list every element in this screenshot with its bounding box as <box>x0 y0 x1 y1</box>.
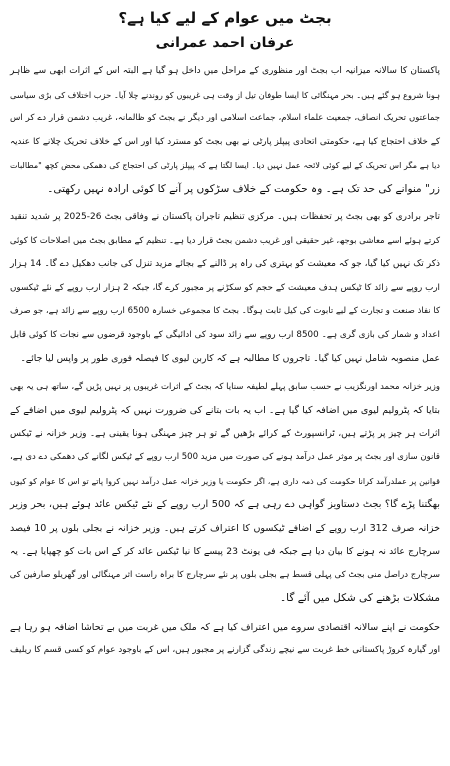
text-line: بتایا کہ پٹرولیم لیوی میں اضافہ کیا گیا ہے۔ اب یہ بات بتانے کی ضرورت نہیں کہ پٹرولیم لیوی میں اضافے کے <box>10 405 440 416</box>
text-line: ذکر تک نہیں کیا گیا، جو کہ معیشت کو بہتری کی راہ پر ڈالنے کے بجائے مزید تنزل کی جانب دھکیل دے گا۔ 14 ہزار <box>10 259 440 269</box>
text-line: ہونا شروع ہو گئے ہیں۔ بحر مہنگائی کا ایسا طوفان تیل از وقت ہی غریبوں کو روندنے چلا آیا۔ حزب اختلاف کی بڑی سیاسی <box>10 89 440 100</box>
text-line: دیا ہے مگر اس تحریک کے لیے کوئی لائحہ عمل نہیں دیا۔ ایسا لگتا ہے کہ پیپلز پارٹی کی احتجاج کی دھمکی محض کچھ "مطالبات <box>10 161 440 170</box>
text-line: زر" منوانے کی حد تک ہے۔ وہ حکومت کے خلاف سڑکوں پر آنے کا کوئی ارادہ نہیں رکھتی۔ <box>47 182 440 195</box>
text-line: بھگتنا پڑے گا؟ بجٹ دستاویز گواہی دے رہی ہے کہ 500 ارب روپے کے نئے ٹیکس عائد ہوئے ہیں، بحر وزیر <box>10 499 440 510</box>
paragraph-3 <box>10 376 440 611</box>
text-line: سرچارج عائد نہ ہونے کا بیان دیا ہے جبکہ فی یونٹ 23 پیسے کا نیا ٹیکس عائد کر کے اس بات کو چھپایا ہے۔ یہ <box>10 546 441 557</box>
text-line: اعداد و شمار کی بازی گری ہے۔ 8500 ارب روپے سے زائد سود کی ادائیگی کے باوجود قرضوں سے نجات کا کوئی قابل <box>10 329 440 340</box>
text-line: مشکلات بڑھنے کی شکل میں آئے گا۔ <box>280 592 440 604</box>
text-line: کے خلاف احتجاج کیا ہے، حکومتی اتحادی پیپلز پارٹی نے بھی بجٹ کو مسترد کیا اور اس کے خلاف تحریک چلانے کا عندیہ <box>10 136 440 147</box>
paragraph-1 <box>10 60 440 201</box>
text-line: اور گیارہ کروڑ پاکستانی خط غربت سے نیچے زندگی گزارنے پر مجبور ہیں، اس کے باوجود عوام کو کسی قسم کا ریلیف <box>10 645 440 655</box>
text-line: کا نفاذ صنعت و تجارت کے لیے تابوت کی کیل ثابت ہوگا۔ بجٹ کا مجموعی خسارہ 6500 ارب روپے سے زائد ہے، جو صرف <box>10 306 441 316</box>
paragraph-2 <box>10 206 440 371</box>
text-line: وزیر خزانہ محمد اورنگزیب نے حسب سابق پہلے لطیفہ سنایا کہ بجٹ کے اثرات غریبوں پر نہیں پڑیں گے، ساتھ ہی یہ بھی <box>10 381 440 392</box>
text-line: ارب روپے سے زائد کا ٹیکس ہدف معیشت کے حجم کو سکڑنے پر مجبور کرے گا، جبکہ 2 ہزار ارب روپے کے نئے ٹیکسوں <box>10 282 440 293</box>
article-title: بجٹ میں عوام کے لیے کیا ہے؟ <box>118 9 332 27</box>
author-name: عرفان احمد عمرانی <box>155 35 295 51</box>
text-line: کرتے ہوئے اسے معاشی بوجھ، غیر حقیقی اور غریب دشمن بجٹ قرار دیا ہے۔ تنظیم کے مطابق بجٹ میں اصلاحات کا کوئی <box>9 235 440 246</box>
text-line: عمل منصوبہ شامل نہیں کیا گیا۔ تاجروں کا مطالبہ ہے کہ کاربن لیوی کا فیصلہ فوری طور پر واپس لیا جائے۔ <box>20 353 440 364</box>
text-line: خزانہ صرف 312 ارب روپے کے اضافے ٹیکسوں کا اعتراف کرتے ہیں۔ وزیر خزانہ نے بجلی بلوں پر 10 فیصد <box>10 522 440 534</box>
text-line: تاجر برادری کو بھی بجٹ پر تحفظات ہیں۔ مرکزی تنظیم تاجران پاکستان نے وفاقی بجٹ 26-2025 پر شدید تنقید <box>10 212 440 222</box>
text-line: جماعتوں تحریک انصاف، جمعیت علماء اسلام، جماعت اسلامی اور دیگر نے بجٹ کو ظالمانہ، غریب دشمن قرار دے کر اس <box>10 113 440 123</box>
text-line: اثرات ہر چیز پر پڑتے ہیں، ٹرانسپورٹ کے کرائے بڑھیں گے تو ہر چیز مہنگی ہونا یقینی ہے۔ وزیر خزانہ نے ٹیکس <box>10 428 440 439</box>
paragraph-4 <box>10 616 440 663</box>
text-line: قوانین پر عملدرآمد کرانا حکومت کی ذمہ داری ہے، اگر حکومت یا وزیر خزانہ عمل درآمد نہیں کروا پاتے تو اس کا عوام کو کیوں <box>10 476 440 486</box>
text-line: قانون سازی اور بجٹ پر موثر عمل درآمد ہونے کی صورت میں مزید 500 ارب روپے کے ٹیکس لگانے کی دھمکی دے دی ہے، <box>10 452 440 462</box>
text-line: پاکستان کا سالانہ میزانیہ اب بجٹ اور منظوری کے مراحل میں داخل ہو گیا ہے البتہ اس کے اثرات ابھی سے ظاہر <box>10 66 440 76</box>
text-line: سرچارج دراصل منی بجٹ کی پہلی قسط ہے بجلی بلوں پر نئے سرچارج کا براہ راست اثر مہنگائی اور گھریلو صارفین کی <box>9 569 440 580</box>
text-line: حکومت نے اپنے سالانہ اقتصادی سروے میں اعتراف کیا ہے کہ ملک میں غربت میں بے تحاشا اضافہ ہو رہا ہے <box>10 621 440 633</box>
